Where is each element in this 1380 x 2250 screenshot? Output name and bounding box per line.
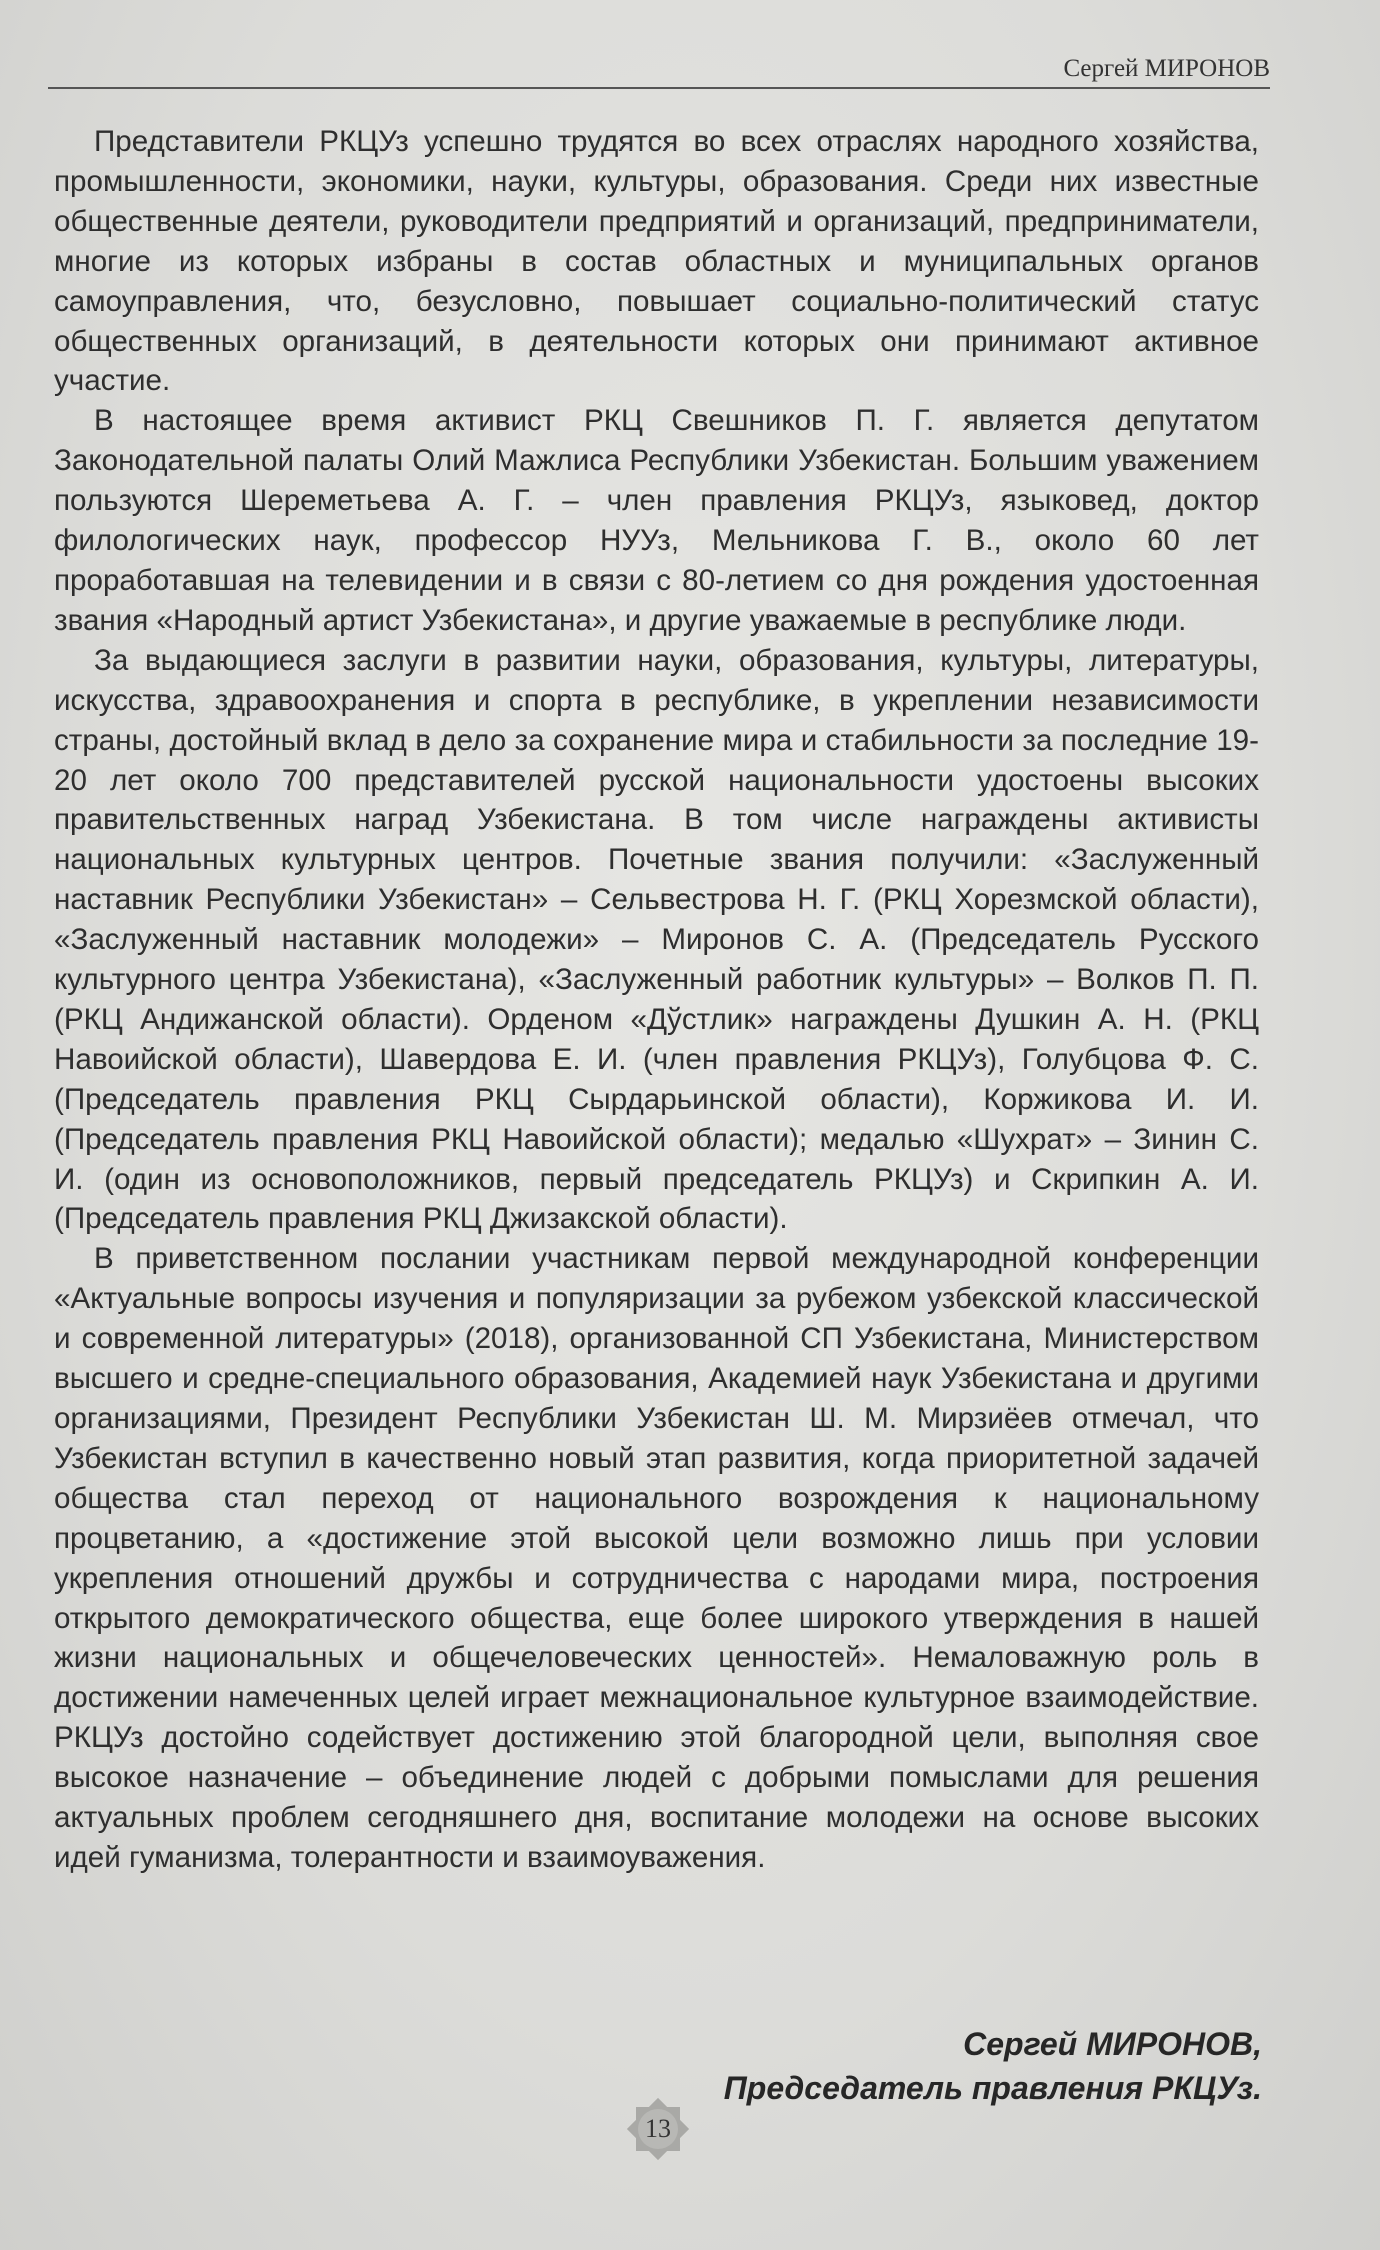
paragraph-3: За выдающиеся заслуги в развитии науки, образования, культуры, литературы, искусства, здравоохранения и спорта в республике, в укреплении независимости страны, достойный вклад в дело за сохранение мира и стабильности за последние 19-20 лет около 700 представителей русской национальности удостоены высоких правительственных наград Узбекистана. В том числе награждены активисты национальных культурных центров. Почетные звания получили: «Заслуженный наставник Республики Узбекистан» – Сельвестрова Н. Г. (РКЦ Хорезмской области), «Заслуженный наставник молодежи» – Миронов С. А. (Председатель Русского культурного центра Узбекистана), «Заслуженный работник культуры» – Волков П. П. (РКЦ Андижанской области). Орденом «Дўстлик» награждены Душкин А. Н. (РКЦ Навоийской области), Шавердова Е. И. (член правления РКЦУз), Голубцова Ф. С. (Председатель правления РКЦ Сырдарьинской области), Коржикова И. И. (Председатель правления РКЦ Навоийской области); медалью «Шухрат» – Зинин С. И. (один из основоположников, первый председатель РКЦУз) и Скрипкин А. И. (Председатель правления РКЦ Джизакской области). (54, 643, 1259, 1236)
header-author: Сергей МИРОНОВ (1063, 55, 1270, 82)
running-header (48, 55, 1270, 89)
paragraph-4: В приветственном послании участникам первой международной конференции «Актуальные вопросы изучения и популяризации за рубежом узбекской классической и современной литературы» (2018), организованной СП Узбекистана, Министерством высшего и средне-специального образования, Академией наук Узбекистана и другими организациями, Президент Республики Узбекистан Ш. М. Мирзиёев отмечал, что Узбекистан вступил в качественно новый этап развития, когда приоритетной задачей общества стал переход от национального возрождения к национальному процветанию, а «достижение этой высокой цели возможно лишь при условии укрепления отношений дружбы и сотрудничества с народами мира, построения открытого демократического общества, еще более широкого утверждения в нашей жизни национальных и общечеловеческих ценностей». Немаловажную роль в достижении намеченных целей играет межнациональное культурное взаимодействие. РКЦУз достойно содействует достижению этой благородной цели, выполняя свое высокое назначение – объединение людей с добрыми помыслами для решения актуальных проблем сегодняшнего дня, воспитание молодежи на основе высоких идей гуманизма, толерантности и взаимоуважения. (54, 1242, 1259, 1874)
page-number-badge (622, 2093, 694, 2165)
signature-position: Председатель правления РКЦУз. (723, 2070, 1262, 2106)
signature-block (724, 2022, 1262, 2110)
article-body (54, 122, 1259, 1878)
paragraph-2: В настоящее время активист РКЦ Свешников П. Г. является депутатом Законодательной палаты Олий Мажлиса Республики Узбекистан. Большим уважением пользуются Шереметьева А. Г. – член правления РКЦУз, языковед, доктор филологических наук, профессор НУУз, Мельникова Г. В., около 60 лет проработавшая на телевидении и в связи с 80-летием со дня рождения удостоенная звания «Народный артист Узбекистана», и другие уважаемые в республике люди. (54, 404, 1259, 637)
paragraph-1: Представители РКЦУз успешно трудятся во всех отраслях народного хозяйства, промышленности, экономики, науки, культуры, образования. Среди них известные общественные деятели, руководители предприятий и организаций, предприниматели, многие из которых избраны в состав областных и муниципальных органов самоуправления, что, безусловно, повышает социально-политический статус общественных организаций, в деятельности которых они принимают активное участие. (54, 125, 1259, 398)
signature-name: Сергей МИРОНОВ, (963, 2026, 1262, 2062)
page-number: 13 (645, 2114, 671, 2143)
